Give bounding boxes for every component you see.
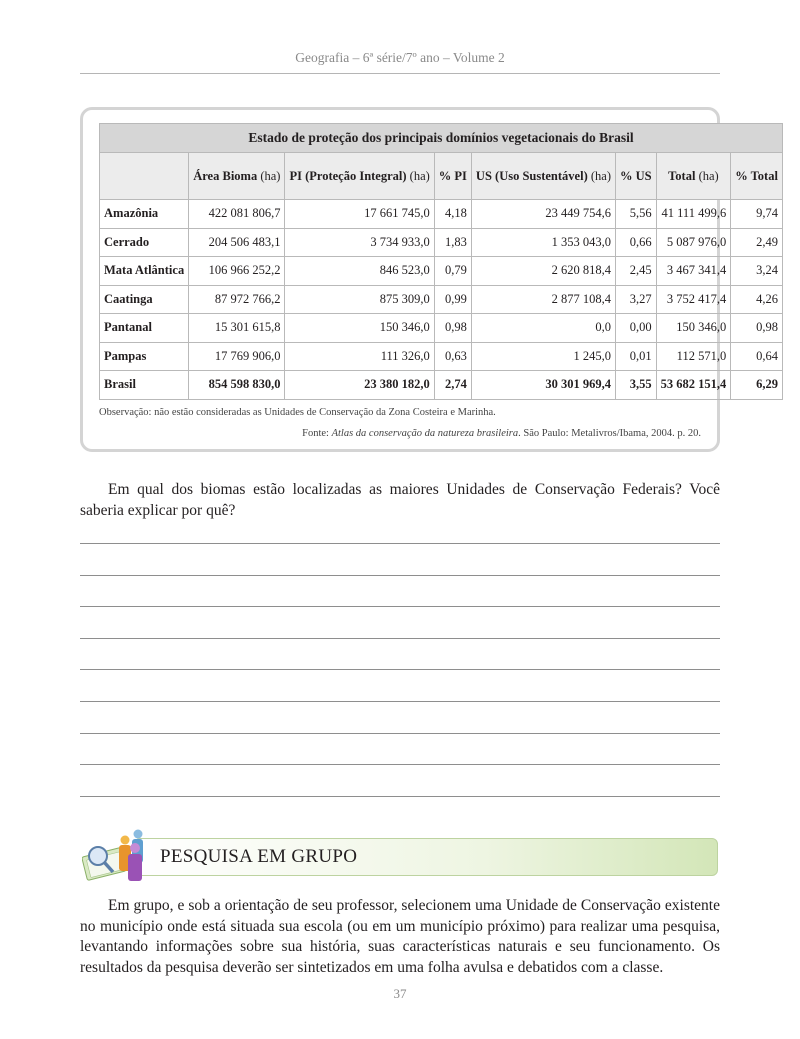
table-cell: 0,98 [731,314,783,343]
table-cell: 0,01 [615,342,656,371]
table-cell: 2 877 108,4 [471,285,615,314]
research-paragraph: Em grupo, e sob a orientação de seu professor, selecionem uma Unidade de Conservação existente no município onde está situada sua escola (ou em um município próximo) para realizar uma pesquisa, levantando informações sobre sua história, suas características naturais e seu funcionamento. Os resultados da pesquisa deverão ser sintetizados em uma folha avulsa e debatidos com a classe. [80,897,720,976]
table-cell: 854 598 830,0 [189,371,285,400]
answer-line [80,733,720,734]
page-number: 37 [393,986,407,1001]
table-frame [80,107,778,452]
answer-line [80,796,720,797]
table-cell: 0,63 [434,342,471,371]
table-cell: 1 353 043,0 [471,228,615,257]
table-cell: 0,0 [471,314,615,343]
table-cell: 3 467 341,4 [656,257,731,286]
answer-line [80,638,720,639]
table-cell: 53 682 151,4 [656,371,731,400]
table-cell: 0,64 [731,342,783,371]
table-cell: 2 620 818,4 [471,257,615,286]
column-header: % PI [434,153,471,200]
table-cell: 2,74 [434,371,471,400]
table-cell: 3 752 417,4 [656,285,731,314]
table-cell: 112 571,0 [656,342,731,371]
biome-name: Amazônia [100,200,189,229]
table-source: Fonte: Atlas da conservação da natureza brasileira. São Paulo: Metalivros/Ibama, 2004. p. 20. [302,428,701,439]
table-cell: 0,99 [434,285,471,314]
table-cell: 6,29 [731,371,783,400]
table-cell: 3,27 [615,285,656,314]
table-cell: 150 346,0 [656,314,731,343]
header-divider [80,73,720,74]
table-cell: 5 087 976,0 [656,228,731,257]
table-cell: 17 661 745,0 [285,200,434,229]
table-body [100,200,783,400]
table-cell: 106 966 252,2 [189,257,285,286]
table-cell: 5,56 [615,200,656,229]
table-cell: 41 111 499,6 [656,200,731,229]
table-title: Estado de proteção dos principais domínios vegetacionais do Brasil [100,124,783,153]
table-header-row [100,153,783,200]
table-cell: 0,00 [615,314,656,343]
table-cell: 17 769 906,0 [189,342,285,371]
table-cell: 111 326,0 [285,342,434,371]
table-cell: 23 449 754,6 [471,200,615,229]
table-cell: 15 301 615,8 [189,314,285,343]
table-cell: 4,18 [434,200,471,229]
section-title: PESQUISA EM GRUPO [160,846,358,867]
column-header: % Total [731,153,783,200]
table-cell: 3,24 [731,257,783,286]
table-cell: 150 346,0 [285,314,434,343]
answer-line [80,575,720,576]
column-header: Total (ha) [656,153,731,200]
table-cell: 2,45 [615,257,656,286]
answer-line [80,669,720,670]
biome-name: Pantanal [100,314,189,343]
biome-name: Brasil [100,371,189,400]
column-header: PI (Proteção Integral) (ha) [285,153,434,200]
table-observation: Observação: não estão consideradas as Unidades de Conservação da Zona Costeira e Marinha. [99,407,496,418]
table-cell: 875 309,0 [285,285,434,314]
biome-name: Cerrado [100,228,189,257]
answer-line [80,701,720,702]
table-cell: 30 301 969,4 [471,371,615,400]
table-cell: 1,83 [434,228,471,257]
table-cell: 3 734 933,0 [285,228,434,257]
answer-line [80,764,720,765]
table-cell: 87 972 766,2 [189,285,285,314]
table-cell: 23 380 182,0 [285,371,434,400]
table-row [100,285,783,314]
page-header-title: Geografia – 6ª série/7º ano – Volume 2 [295,50,505,65]
table-cell: 204 506 483,1 [189,228,285,257]
table-row [100,342,783,371]
table-cell: 0,98 [434,314,471,343]
column-header [100,153,189,200]
biome-name: Mata Atlântica [100,257,189,286]
table-cell: 0,79 [434,257,471,286]
table-row [100,228,783,257]
biome-name: Caatinga [100,285,189,314]
column-header: % US [615,153,656,200]
table-row [100,314,783,343]
column-header: Área Bioma (ha) [189,153,285,200]
table-row [100,200,783,229]
table-cell: 9,74 [731,200,783,229]
column-header: US (Uso Sustentável) (ha) [471,153,615,200]
table-cell: 1 245,0 [471,342,615,371]
table-cell: 422 081 806,7 [189,200,285,229]
answer-line [80,543,720,544]
table-cell: 846 523,0 [285,257,434,286]
table-row [100,257,783,286]
table-total-row [100,371,783,400]
table-cell: 3,55 [615,371,656,400]
table-cell: 4,26 [731,285,783,314]
group-research-icon [82,826,162,882]
source-title: Atlas da conservação da natureza brasileira [331,428,519,439]
table-cell: 2,49 [731,228,783,257]
question-text: Em qual dos biomas estão localizadas as maiores Unidades de Conservação Federais? Você saberia explicar por quê? [80,481,720,519]
answer-line [80,606,720,607]
protection-table [99,123,783,400]
table-cell: 0,66 [615,228,656,257]
biome-name: Pampas [100,342,189,371]
